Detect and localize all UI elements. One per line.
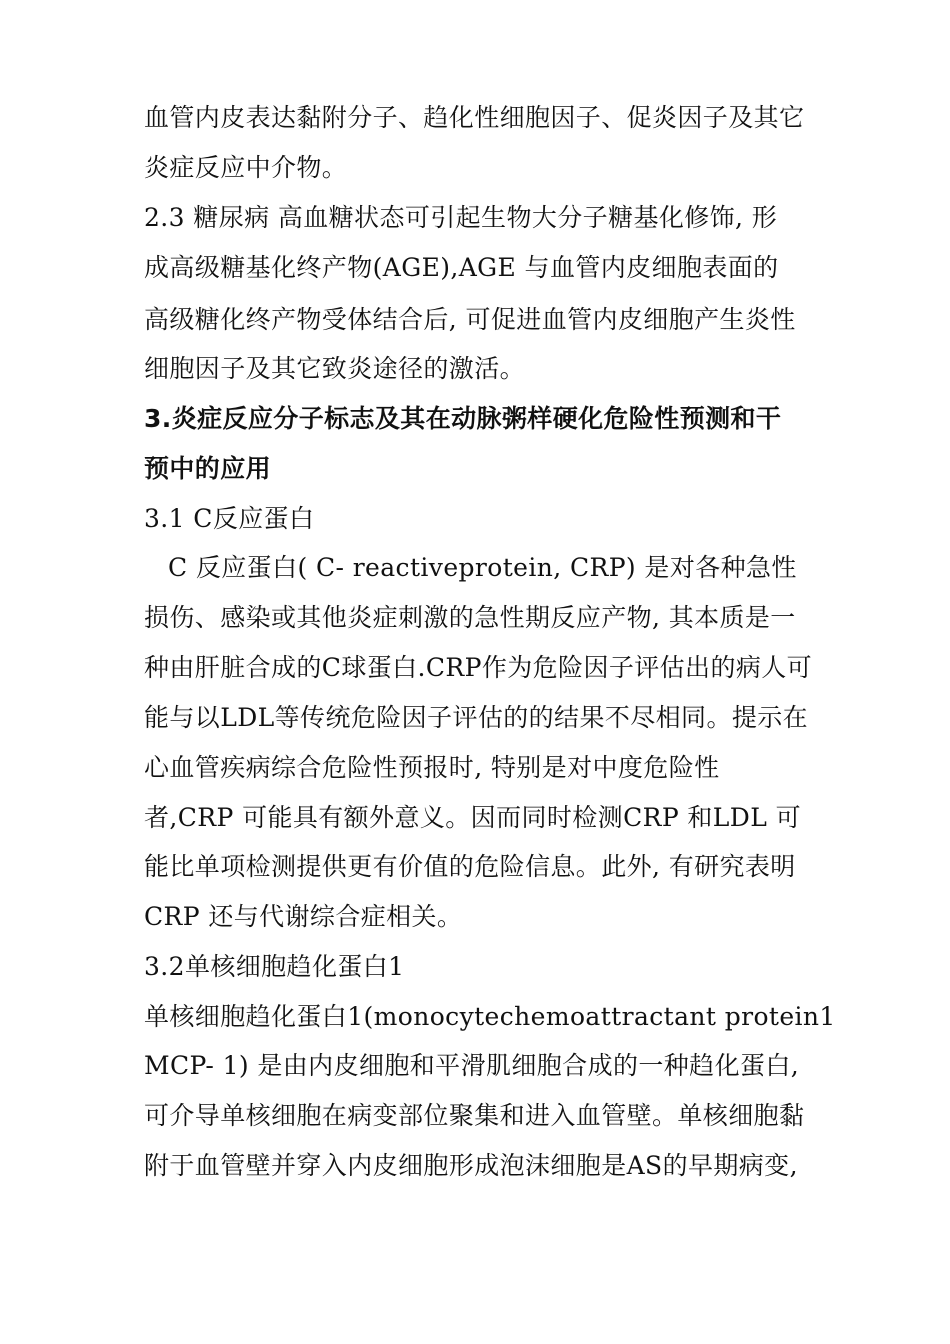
text-line: 损伤、感染或其他炎症刺激的急性期反应产物, 其本质是一 (144, 603, 796, 632)
text-line: 能与以LDL等传统危险因子评估的的结果不尽相同。提示在 (144, 703, 809, 732)
text-line: CRP 还与代谢综合症相关。 (144, 902, 463, 931)
text-line: 单核细胞趋化蛋白1(monocytechemoattractant protein1 (144, 1002, 836, 1031)
text-line: 可介导单核细胞在病变部位聚集和进入血管壁。单核细胞黏 (144, 1101, 805, 1130)
text-line: C 反应蛋白( C- reactiveprotein, CRP) 是对各种急性 (168, 553, 797, 582)
text-line: 种由肝脏合成的C球蛋白.CRP作为危险因子评估出的病人可 (144, 653, 813, 682)
text-line: 附于血管壁并穿入内皮细胞形成泡沫细胞是AS的早期病变, (144, 1151, 798, 1180)
text-line: MCP- 1) 是由内皮细胞和平滑肌细胞合成的一种趋化蛋白, (144, 1051, 800, 1080)
text-line: 成高级糖基化终产物(AGE),AGE 与血管内皮细胞表面的 (144, 253, 779, 282)
text-line: 者,CRP 可能具有额外意义。因而同时检测CRP 和LDL 可 (144, 803, 801, 832)
section-heading: 预中的应用 (144, 454, 272, 483)
text-line: 能比单项检测提供更有价值的危险信息。此外, 有研究表明 (144, 852, 796, 881)
text-line: 细胞因子及其它致炎途径的激活。 (144, 354, 526, 383)
subsection-heading: 3.1 C反应蛋白 (144, 504, 315, 533)
subsection-heading: 3.2单核细胞趋化蛋白1 (144, 952, 405, 981)
text-line: 血管内皮表达黏附分子、趋化性细胞因子、促炎因子及其它 (144, 103, 805, 132)
text-line: 高级糖化终产物受体结合后, 可促进血管内皮细胞产生炎性 (144, 305, 796, 334)
text-line: 炎症反应中介物。 (144, 153, 348, 182)
section-heading: 3.炎症反应分子标志及其在动脉粥样硬化危险性预测和干 (144, 404, 782, 433)
text-line: 2.3 糖尿病 高血糖状态可引起生物大分子糖基化修饰, 形 (144, 203, 778, 232)
text-line: 心血管疾病综合危险性预报时, 特别是对中度危险性 (144, 753, 720, 782)
